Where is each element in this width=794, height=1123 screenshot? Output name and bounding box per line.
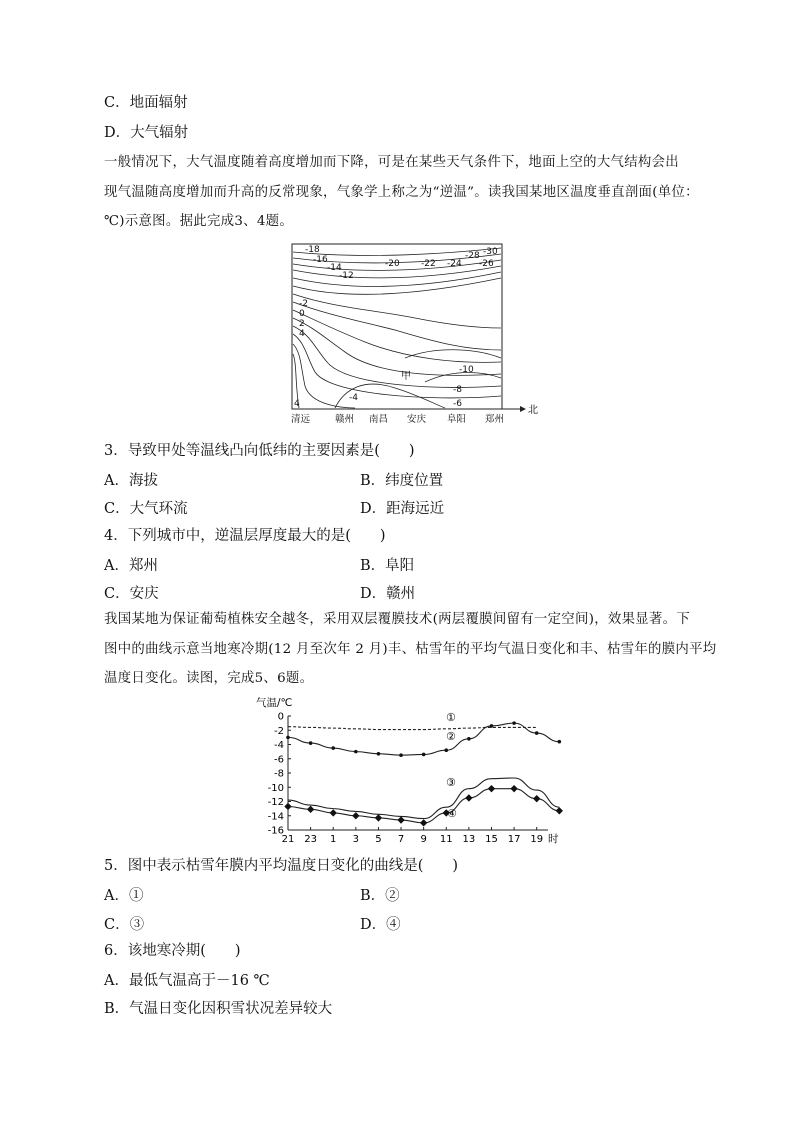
isotherm-label: -6 (453, 399, 462, 409)
question-3-stem: 3．导致甲处等温线凸向低纬的主要因素是( ) (104, 443, 415, 459)
data-point (467, 737, 471, 741)
series-label: ④ (447, 807, 457, 820)
x-tick-label: 11 (439, 834, 453, 845)
isotherm-label: -28 (465, 251, 480, 261)
question-4-stem: 4．下列城市中，逆温层厚度最大的是( ) (104, 528, 386, 544)
x-tick-label: 21 (281, 834, 295, 845)
data-point (420, 819, 427, 826)
city-label: 赣州 (335, 414, 355, 425)
x-tick-label: 1 (330, 834, 337, 845)
isotherm-label: 4 (294, 399, 300, 409)
data-point (375, 814, 382, 821)
data-point (399, 753, 403, 757)
q4-option-d: D．赣州 (360, 586, 416, 602)
y-tick-label: -16 (267, 825, 284, 837)
y-tick-label: -10 (267, 782, 284, 794)
x-tick-label: 19 (530, 834, 544, 845)
isotherm-label: 4 (299, 329, 305, 339)
data-point (330, 809, 337, 816)
data-point (444, 748, 448, 752)
isotherm-label: -4 (349, 393, 358, 403)
isotherm-label: -24 (447, 259, 462, 269)
series-line (288, 727, 537, 730)
option-d-atmospheric-radiation: D．大气辐射 (104, 125, 189, 141)
y-tick-label: -2 (274, 725, 284, 737)
isotherm-label: -20 (385, 259, 400, 269)
series-line (288, 789, 559, 823)
passage-grape-film (104, 605, 717, 694)
y-tick-label: -4 (274, 740, 284, 751)
q5-option-b: B．② (360, 888, 400, 904)
data-point (488, 785, 495, 792)
series-label: ③ (446, 776, 456, 789)
city-label: 阜阳 (447, 414, 467, 425)
isotherm-label: -2 (299, 299, 308, 309)
data-point (556, 807, 563, 814)
temperature-profile-figure (285, 238, 545, 428)
data-point (533, 795, 540, 802)
data-point (284, 803, 291, 810)
data-point (422, 753, 426, 757)
q6-option-a: A．最低气温高于－16 ℃ (104, 973, 270, 989)
x-tick-label: 7 (397, 834, 405, 845)
question-6-stem: 6．该地寒冷期( ) (104, 943, 241, 959)
data-point (558, 740, 562, 744)
isotherm-label: -10 (459, 365, 474, 375)
y-tick-label: -14 (267, 811, 284, 823)
passage-line: 现气温随高度增加而升高的反常现象，气象学上称之为“逆温”。读我国某地区温度垂直剖面(单位： (104, 184, 699, 200)
data-point (512, 721, 516, 725)
data-point (465, 794, 472, 801)
q5-option-d: D．④ (360, 917, 401, 933)
city-label: 安庆 (407, 414, 427, 425)
daily-temperature-chart (250, 694, 570, 846)
y-tick-label: 0 (277, 711, 284, 723)
x-axis-unit: 时 (548, 833, 559, 845)
isotherm-label: 2 (299, 319, 305, 329)
passage-line: 一般情况下，大气温度随着高度增加而下降，可是在某些天气条件下，地面上空的大气结构会出 (104, 155, 680, 170)
series-label: ② (446, 730, 456, 743)
city-label: 南昌 (369, 414, 389, 425)
data-point (535, 731, 539, 735)
data-point (309, 741, 313, 745)
q4-option-a: A．郑州 (104, 558, 158, 574)
q3-option-c: C．大气环流 (104, 501, 188, 517)
q5-option-a: A．① (104, 888, 144, 904)
q6-option-b: B．气温日变化因积雪状况差异较大 (104, 1001, 333, 1017)
y-axis-label: 气温/℃ (256, 697, 293, 709)
x-tick-label: 17 (507, 834, 521, 845)
data-point (490, 724, 494, 728)
data-point (397, 816, 404, 823)
isotherm-label: -8 (453, 385, 462, 395)
isotherm-label: -26 (479, 259, 494, 269)
q4-option-c: C．安庆 (104, 586, 159, 602)
north-label: 北 (528, 405, 538, 416)
city-label: 清远 (291, 414, 311, 425)
isotherm-label: -30 (483, 247, 498, 257)
isotherm-label: 0 (299, 309, 305, 319)
passage-line: 温度日变化。读图，完成5、6题。 (104, 671, 314, 686)
city-label: 郑州 (485, 414, 505, 425)
y-tick-label: -8 (274, 768, 284, 780)
q5-option-c: C．③ (104, 917, 145, 933)
q4-option-b: B．阜阳 (360, 558, 415, 574)
q3-option-a: A．海拔 (104, 473, 158, 489)
x-tick-label: 9 (420, 834, 427, 845)
data-point (286, 736, 290, 740)
q3-option-d: D．距海远近 (360, 501, 445, 517)
data-point (307, 806, 314, 813)
data-point (510, 785, 517, 792)
data-point (377, 752, 381, 756)
passage-inversion (104, 148, 710, 237)
isotherm-label: -22 (421, 259, 436, 269)
series-label: ① (446, 711, 456, 724)
option-c-ground-radiation: C．地面辐射 (104, 95, 188, 111)
x-tick-label: 23 (304, 834, 317, 845)
y-tick-label: -6 (274, 754, 284, 766)
x-tick-label: 15 (485, 834, 498, 845)
passage-line: 我国某地为保证葡萄植株安全越冬，采用双层覆膜技术(两层覆膜间留有一定空间)，效果显著。下 (104, 612, 691, 627)
data-point (352, 812, 359, 819)
passage-line: ℃)示意图。据此完成3、4题。 (104, 214, 294, 229)
isotherm-label: -12 (339, 271, 354, 281)
x-tick-label: 13 (462, 834, 476, 845)
x-tick-label: 5 (375, 834, 382, 845)
marker-jia: 甲 (401, 371, 411, 382)
isotherm-label: -16 (313, 255, 328, 265)
question-5-stem: 5．图中表示枯雪年膜内平均温度日变化的曲线是( ) (104, 858, 459, 874)
passage-line: 图中的曲线示意当地寒冷期(12 月至次年 2 月)丰、枯雪年的平均气温日变化和丰、枯雪年的膜内平均 (104, 641, 717, 657)
data-point (331, 746, 335, 750)
x-tick-label: 3 (352, 834, 360, 845)
isotherm-label: -18 (305, 245, 320, 255)
data-point (354, 750, 358, 754)
y-tick-label: -12 (267, 797, 284, 808)
isotherm-label: -14 (327, 263, 342, 273)
q3-option-b: B．纬度位置 (360, 473, 444, 489)
